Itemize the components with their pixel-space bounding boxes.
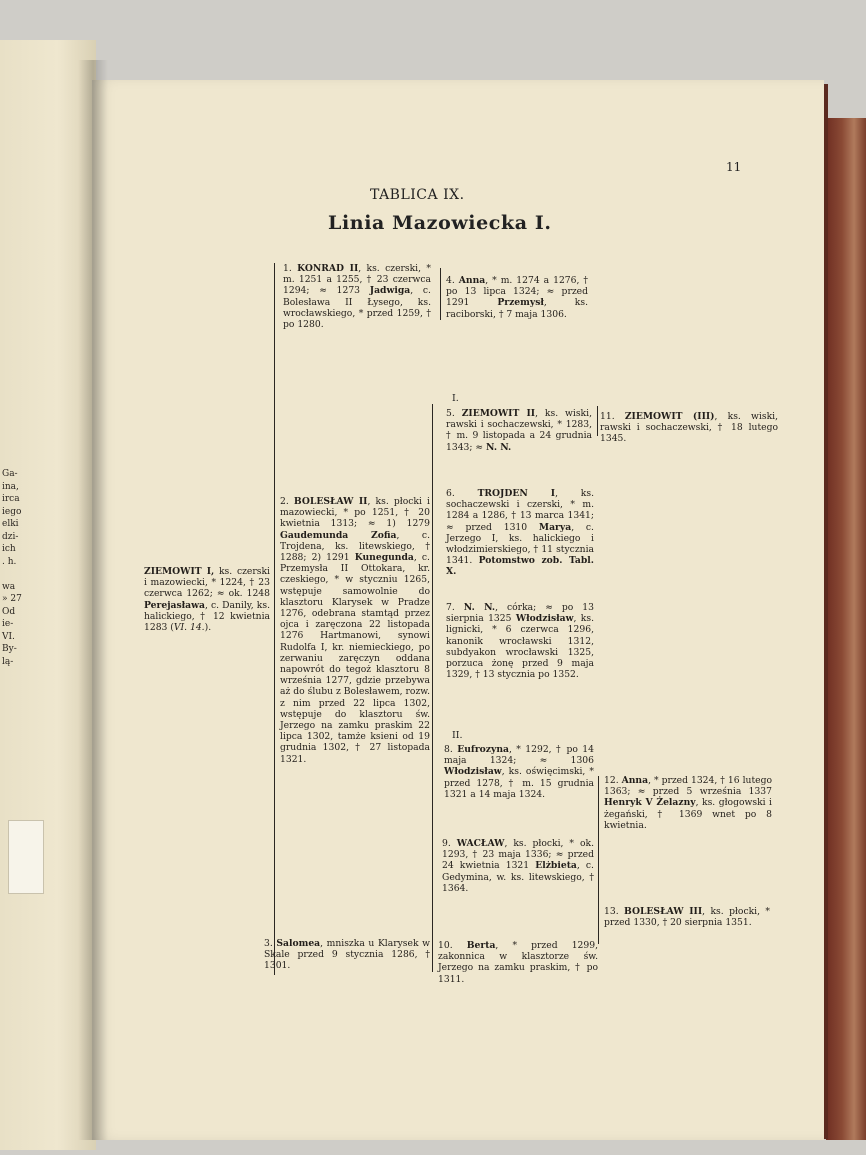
person-konrad-ii: 1. KONRAD II, ks. czerski, * m. 1251 a 1255, † 23 czerwca 1294; ≈ 1273 Jadwiga, c. Bolesława II Łysego, ks. wrocławskiego, * przed 1259, † po 1280. (283, 263, 431, 331)
person-boleslaw-ii: 2. BOLESŁAW II, ks. płocki i mazowiecki, * po 1251, † 20 kwietnia 1313; ≈ 1) 1279 Gaudemunda Zofia, c. Trojdena, ks. litewskiego, † 1288; 2) 1291 Kunegunda, c. Przemysła II Ottokara, kr. czeskiego, * w styczniu 1265, wstępuje samowolnie do klasztoru Klarysek w Pradze 1276, odebrana stamtąd przez ojca i zaręczona 22 listopada 1276 Hartmanowi, synowi Rudolfa I, kr. niemieckiego, po zerwaniu zaręczyn oddana napowrót do tegoż klasztoru 8 września 1277, gdzie przebywa aż do ślubu z Bolesławem, rozw. z nim przed 22 lipca 1302, wstępuje do klasztoru św. Jerzego na zamku praskim 22 lipca 1302, tamże ksieni od 19 grudnia 1302, † 27 listopada 1321. (280, 496, 430, 765)
table-label: TABLICA IX. (370, 187, 465, 203)
page-number: 11 (726, 160, 742, 174)
section-mark-second: II. (452, 730, 463, 741)
person-ziemowit-iii: 11. ZIEMOWIT (III), ks. wiski, rawski i sochaczewski, † 18 lutego 1345. (600, 411, 778, 445)
gen2-connector-boleslaw (432, 404, 433, 972)
person-nn-7: 7. N. N., córka; ≈ po 13 sierpnia 1325 Włodzisław, ks. lignicki, * 6 czerwca 1296, kanonik wrocławski 1312, subdyakon wrocławski 1325, porzuca żonę przed 9 maja 1329, † 13 stycznia po 1352. (446, 602, 595, 681)
left-page-text-fragments: Ga- ina, irca iego elki dzi- ich . h. wa » 27 Od ie- VI. By- lą- (2, 469, 22, 667)
gen1-connector (274, 263, 275, 975)
person-trojden-i: 6. TROJDEN I, ks. sochaczewski i czerski, * m. 1284 a 1286, † 13 marca 1341; ≈ przed 1310 Marya, c. Jerzego I, ks. halickiego i włodzimierskiego, † 11 stycznia 1341. Potomstwo zob. Tabl. X. (446, 488, 595, 578)
person-anna-12: 12. Anna, * przed 1324, † 16 lutego 1363; ≈ przed 5 września 1337 Henryk V Żelazny, ks. głogowski i żegański, † 1369 wnet po 8 kwietnia. (604, 775, 773, 831)
person-anna-4: 4. Anna, * m. 1274 a 1276, † po 13 lipca 1324; ≈ przed 1291 Przemysł, ks. raciborski, † 7 maja 1306. (446, 275, 588, 320)
person-ziemowit-ii: 5. ZIEMOWIT II, ks. wiski, rawski i sochaczewski, * 1283, † m. 9 listopada a 24 grudnia 1343; ≈ N. N. (446, 408, 592, 453)
person-ziemowit-i: ZIEMOWIT I, ks. czerski i mazowiecki, * 1224, † 23 czerwca 1262; ≈ ok. 1248 Perejasława, c. Danily, ks. halickiego, † 12 kwietnia 1283 (VI. 14.). (144, 566, 270, 634)
gen3-connector-waclaw (598, 776, 599, 944)
person-eufrozyna: 8. Eufrozyna, * 1292, † po 14 maja 1324; ≈ 1306 Włodzisław, ks. oświęcimski, * przed 1278, † m. 15 grudnia 1321 a 14 maja 1324. (444, 744, 594, 800)
gen2-connector-konrad (440, 268, 441, 320)
person-boleslaw-iii: 13. BOLESŁAW III, ks. płocki, * przed 1330, † 20 sierpnia 1351. (604, 906, 771, 929)
book-cover (826, 118, 866, 1140)
page-gutter-shadow (78, 60, 108, 1140)
section-mark-first: I. (452, 393, 459, 404)
gen3-connector-ziemowit (597, 406, 598, 436)
person-berta: 10. Berta, * przed 1299, zakonnica w klasztorze św. Jerzego na zamku praskim, † po 1311. (438, 940, 599, 985)
person-waclaw: 9. WACŁAW, ks. płocki, * ok. 1293, † 23 maja 1336; ≈ przed 24 kwietnia 1321 Elżbieta, c. Gedymina, w. ks. litewskiego, † 1364. (442, 838, 594, 894)
page-title: Linia Mazowiecka I. (328, 212, 552, 234)
paper-tab (8, 820, 44, 894)
person-salomea: 3. Salomea, mniszka u Klarysek w Skale przed 9 stycznia 1286, † 1301. (264, 938, 430, 972)
